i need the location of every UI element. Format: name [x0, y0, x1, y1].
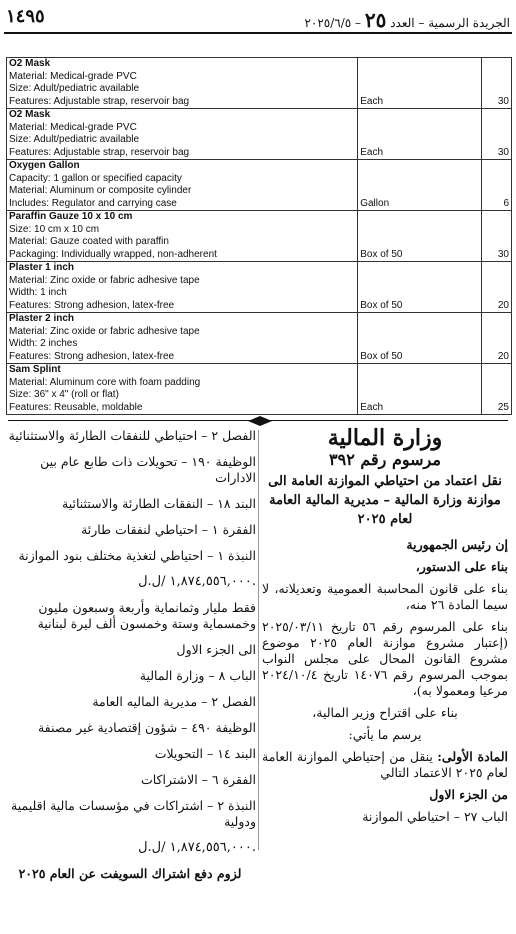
table-row: [7, 109, 512, 160]
item-name: Plaster 1 inch: [9, 262, 75, 273]
item-name: Oxygen Gallon: [9, 160, 80, 171]
article-one: [262, 749, 508, 781]
item-unit: Each: [358, 58, 482, 109]
item-unit: Gallon: [358, 160, 482, 211]
amount-words: فقط مليار وثمانماية وأربعة وسبعون مليون وخمسماية وستة وخمسون ألف ليرة لبنانية: [37, 600, 256, 631]
amount-to: ١,٨٧٤,٥٥٦,٠٠٠ /ل.ل.: [138, 840, 256, 855]
purpose-line: لزوم دفع اشتراك السويفت عن العام ٢٠٢٥: [18, 866, 242, 881]
item-spec-line: Material: Aluminum or composite cylinder: [9, 185, 192, 196]
preamble-3: بناء على اقتراح وزير المالية،: [312, 705, 458, 720]
to-paragraph: الفقرة ٦ – الاشتراكات: [140, 772, 256, 787]
decrees-line: يرسم ما يأتي:: [348, 727, 422, 742]
item-spec-line: Features: Reusable, moldable: [9, 401, 143, 413]
decree-subject: نقل اعتماد من احتياطي الموازنة العامة الى موازنة وزارة المالية – مديرية المالية العامة لعام ٢٠٢٥: [268, 474, 502, 527]
item-quantity: 30: [482, 58, 512, 109]
item-quantity: 6: [482, 160, 512, 211]
item-spec-line: Size: Adult/pediatric available: [9, 83, 140, 94]
table-row: [7, 262, 512, 313]
item-name: O2 Mask: [9, 109, 51, 120]
item-quantity: 20: [482, 313, 512, 364]
to-chapter: الباب ٨ – وزارة المالية: [139, 668, 256, 683]
item-description: [7, 262, 358, 313]
item-spec-line: Packaging: Individually wrapped, non-adherent: [9, 248, 217, 260]
part-heading: من الجزء الاول: [429, 787, 508, 802]
item-description: [7, 58, 358, 109]
item-description: [7, 313, 358, 364]
preamble-2: بناء على المرسوم رقم ٥٦ تاريخ ٢٠٢٥/٠٣/١١ (إعتبار مشروع موازنة العام ٢٠٢٥ موضوع مشروع القانون المحال على مجلس النواب بموجب المرسوم رقم ١٤٠٧٦ تاريخ ٢٠٢٤/١٠/٤ مرعيا ومعمولا به)،: [262, 619, 508, 698]
header-rule: [4, 32, 512, 34]
to-item: البند ١٤ – التحويلات: [154, 746, 256, 761]
decree-number: مرسوم رقم ٣٩٢: [329, 450, 441, 469]
president-line: إن رئيس الجمهورية: [406, 537, 508, 552]
item-unit: Box of 50: [358, 262, 482, 313]
item-unit: Box of 50: [358, 313, 482, 364]
from-subparagraph: النبذة ١ – احتياطي لتغذية مختلف بنود الموازنة: [18, 548, 256, 563]
item-spec-line: Width: 1 inch: [9, 287, 67, 298]
item-spec-line: Features: Adjustable strap, reservoir bag: [9, 146, 190, 158]
to-part: الى الجزء الاول: [176, 642, 256, 657]
item-spec-line: Size: 36" x 4" (roll or flat): [9, 389, 119, 400]
item-quantity: 30: [482, 211, 512, 262]
gazette-name: الجريدة الرسمية – العدد: [390, 16, 510, 30]
amount-from: ١,٨٧٤,٥٥٦,٠٠٠ /ل.ل.: [138, 574, 256, 589]
table-row: [7, 58, 512, 109]
item-name: Plaster 2 inch: [9, 313, 75, 324]
item-description: [7, 211, 358, 262]
from-function: الوظيفة ١٩٠ – تحويلات ذات طابع عام بين الادارات: [40, 454, 256, 485]
item-unit: Each: [358, 364, 482, 415]
article-one-text: ينقل من إحتياطي الموازنة العامة لعام ٢٠٢٥ الاعتماد التالي: [262, 749, 508, 780]
from-item: البند ١٨ – النفقات الطارئة والاستثنائية: [62, 496, 256, 511]
item-unit: Box of 50: [358, 211, 482, 262]
item-name: O2 Mask: [9, 58, 51, 69]
to-function: الوظيفة ٤٩٠ – شؤون إقتصادية غير مصنفة: [37, 720, 256, 735]
column-separator: [258, 430, 259, 850]
item-spec-line: Material: Medical-grade PVC: [9, 121, 137, 133]
item-description: [7, 109, 358, 160]
item-quantity: 25: [482, 364, 512, 415]
item-spec-line: Material: Aluminum core with foam padding: [9, 376, 201, 388]
table-row: [7, 313, 512, 364]
item-quantity: 20: [482, 262, 512, 313]
item-spec-line: Material: Zinc oxide or fabric adhesive tape: [9, 325, 200, 337]
from-paragraph: الفقرة ١ – احتياطي لنفقات طارئة: [81, 522, 256, 537]
table-row: [7, 160, 512, 211]
preamble-1: بناء على قانون المحاسبة العمومية وتعديلاته، لا سيما المادة ٢٦ منه،: [262, 581, 508, 612]
to-section: الفصل ٢ – مديرية الماليه العامة: [92, 694, 256, 709]
item-spec-line: Includes: Regulator and carrying case: [9, 197, 177, 209]
item-spec-line: Features: Strong adhesion, latex-free: [9, 299, 175, 311]
chapter-line: الباب ٢٧ – احتياطي الموازنة: [362, 809, 508, 824]
products-table: [6, 57, 512, 415]
to-subparagraph: النبذة ٢ – اشتراكات في مؤسسات مالية اقليمية ودولية: [11, 798, 256, 829]
item-name: Paraffin Gauze 10 x 10 cm: [9, 211, 133, 222]
article-one-label: المادة الأولى:: [437, 749, 508, 764]
item-spec-line: Features: Adjustable strap, reservoir bag: [9, 95, 190, 107]
page-header: [4, 6, 512, 32]
constitution-line: بناء على الدستور،: [415, 559, 508, 574]
decree-right-column: [262, 425, 508, 825]
item-description: [7, 364, 358, 415]
item-unit: Each: [358, 109, 482, 160]
item-spec-line: Size: Adult/pediatric available: [9, 134, 140, 145]
issue-date: – ٢٠٢٥/٦/٥: [304, 16, 362, 30]
divider-ornament: [248, 416, 272, 426]
item-description: [7, 160, 358, 211]
table-row: [7, 364, 512, 415]
item-spec-line: Capacity: 1 gallon or specified capacity: [9, 172, 182, 184]
item-quantity: 30: [482, 109, 512, 160]
ministry-heading: وزارة المالية: [327, 425, 443, 451]
item-spec-line: Material: Zinc oxide or fabric adhesive tape: [9, 274, 200, 286]
page-number: ١٤٩٥: [6, 6, 45, 27]
item-spec-line: Material: Medical-grade PVC: [9, 70, 137, 82]
item-name: Sam Splint: [9, 364, 61, 375]
decree-left-column: [4, 428, 256, 882]
from-section: الفصل ٢ – احتياطي للنفقات الطارئة والاستثنائية: [8, 428, 256, 443]
issue-number: ٢٥: [364, 8, 387, 32]
table-row: [7, 211, 512, 262]
item-spec-line: Width: 2 inches: [9, 338, 78, 349]
item-spec-line: Size: 10 cm x 10 cm: [9, 223, 100, 235]
section-divider: [8, 417, 508, 425]
item-spec-line: Material: Gauze coated with paraffin: [9, 236, 169, 247]
item-spec-line: Features: Strong adhesion, latex-free: [9, 350, 175, 362]
gazette-title: [304, 8, 510, 32]
